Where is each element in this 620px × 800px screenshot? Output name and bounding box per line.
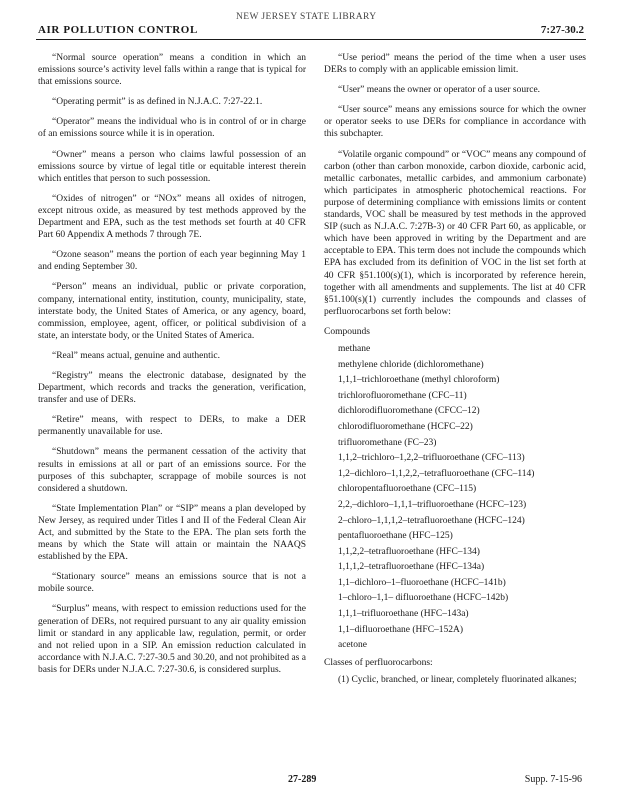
definition-shutdown: “Shutdown” means the permanent cessation of the activity that results in emissions at all or part of an emissions source. For the purposes of this subchapter, scrappage of mobile sources is not considered a shutdown. <box>38 447 306 494</box>
definition-operating-permit: “Operating permit” is as defined in N.J.A.C. 7:27-22.1. <box>52 97 263 108</box>
list-item: methane <box>338 343 371 354</box>
definition-retire: “Retire” means, with respect to DERs, to make a DER permanently unavailable for use. <box>38 415 306 438</box>
list-item: 1,1,1–trifluoroethane (HFC–143a) <box>338 609 469 620</box>
library-stamp: NEW JERSEY STATE LIBRARY <box>236 12 377 22</box>
right-column <box>324 52 586 694</box>
definition-use-period: “Use period” means the period of the time when a user uses DERs to comply with an applicable emission limit. <box>324 53 586 76</box>
list-item: chlorodifluoromethane (HCFC–22) <box>338 421 473 432</box>
list-item: trifluoromethane (FC–23) <box>338 437 437 448</box>
list-item: 1,2–dichloro–1,1,2,2,–tetrafluoroethane (CFC–114) <box>338 468 535 479</box>
definition-person: “Person” means an individual, public or private corporation, company, international entity, institution, county, municipality, state, interstate body, the United States of America, or any agency, board, commission, employee, agent, officer, or political subdivision of a state, an interstate body, or the United States of America. <box>38 282 306 341</box>
definition-user: “User” means the owner or operator of a user source. <box>338 85 541 96</box>
list-item: 1,1,1–trichloroethane (methyl chloroform) <box>338 375 500 386</box>
list-item: 1,1,2–trichloro–1,2,2–trifluoroethane (CFC–113) <box>338 453 525 464</box>
header-rule <box>36 39 586 40</box>
definition-real: “Real” means actual, genuine and authentic. <box>52 350 221 361</box>
left-column <box>38 52 306 684</box>
list-item: chloropentafluoroethane (CFC–115) <box>338 484 477 495</box>
list-item: 2–chloro–1,1,1,2–tetrafluoroethane (HCFC–124) <box>338 515 525 526</box>
list-item: acetone <box>338 640 368 651</box>
list-item: 2,2,–dichloro–1,1,1–trifluoroethane (HCFC–123) <box>338 499 527 510</box>
list-item: methylene chloride (dichloromethane) <box>338 359 484 370</box>
class-item: (1) Cyclic, branched, or linear, completely fluorinated alkanes; <box>338 675 577 686</box>
running-header-title: AIR POLLUTION CONTROL <box>38 24 198 36</box>
definition-surplus: “Surplus” means, with respect to emission reductions used for the generation of DERs, not required pursuant to any air quality emission limit or standard in any applicable law, regulation, permit, or order and not relied upon in a SIP. An emission reduction calculated in accordance with N.J.A.C. 7:27-30.5 and 30.20, and not prohibited as a basis for DERs under N.J.A.C. 7:27-30.6, is considered surplus. <box>38 604 306 675</box>
supplement-date: Supp. 7-15-96 <box>524 774 582 785</box>
definition-ozone-season: “Ozone season” means the portion of each year beginning May 1 and ending September 30. <box>38 250 306 273</box>
definition-stationary-source: “Stationary source” means an emissions source that is not a mobile source. <box>38 572 306 595</box>
definition-state-implementation-plan: “State Implementation Plan” or “SIP” means a plan developed by New Jersey, as required under Titles I and II of the Federal Clean Air Act, and submitted by the State to the EPA. The plan sets forth the means by which the State will attain or maintain the NAAQS established by the EPA. <box>38 503 306 563</box>
definition-volatile-organic-compound: “Volatile organic compound” or “VOC” means any compound of carbon (other than carbon monoxide, carbon dioxide, carbonic acid, metallic carbonates, metallic carbides, and ammonium carbonate) which participates in atmospheric photochemical reactions. For purpose of determining compliance with emissions limits or content standards, VOC shall be measured by test methods in the approved SIP (such as N.J.A.C. 7:27B-3) or 40 CFR Part 60, as applicable, or which have been approved in writing by the Department and are acceptable to EPA. This term does not include the compounds which EPA has excluded from its definition of VOC in the list set forth at 40 CFR §51.100(s)(1), which is incorporated by reference herein, together with all amendments and supplements. The list at 40 CFR §51.100(s)(1) currently includes the compounds and classes of perfluorocarbons set forth below: <box>324 149 586 317</box>
list-item: 1,1–difluoroethane (HFC–152A) <box>338 624 464 635</box>
definition-registry: “Registry” means the electronic database, designated by the Department, which records and tracks the generation, verification, transfer and use of DERs. <box>38 370 306 406</box>
list-item: dichlorodifluoromethane (CFCC–12) <box>338 406 480 417</box>
list-item: 1,1,1,2–tetrafluoroethane (HFC–134a) <box>338 562 485 573</box>
list-item: 1,1,2,2–tetrafluoroethane (HFC–134) <box>338 546 480 557</box>
compounds-heading: Compounds <box>324 326 370 337</box>
definition-owner: “Owner” means a person who claims lawful possession of an emissions source by virtue of legal title or equitable interest therein which entitles that person to such possession. <box>38 149 306 184</box>
list-item: 1,1–dichloro–1–fluoroethane (HCFC–141b) <box>338 577 506 588</box>
running-header-section: 7:27-30.2 <box>540 24 584 36</box>
definition-normal-source-operation: “Normal source operation” means a condition in which an emissions source’s activity level falls within a range that is typical for that emissions source. <box>38 53 306 88</box>
list-item: 1–chloro–1,1– difluoroethane (HCFC–142b) <box>338 593 509 604</box>
definition-operator: “Operator” means the individual who is in control of or in charge of an emissions source while it is in operation. <box>38 117 306 140</box>
classes-heading: Classes of perfluorocarbons: <box>324 658 433 669</box>
definition-user-source: “User source” means any emissions source for which the owner or operator seeks to use DERs for compliance in accordance with this subchapter. <box>324 105 586 140</box>
compounds-list <box>324 343 586 651</box>
definition-oxides-of-nitrogen: “Oxides of nitrogen” or “NOx” means all oxides of nitrogen, except nitrous oxide, as measured by test methods approved by the Department and EPA, such as the test methods set fourth at 40 CFR Part 60 Appendix A methods 7 through 7E. <box>38 193 306 241</box>
list-item: trichlorofluoromethane (CFC–11) <box>338 390 467 401</box>
page-number: 27-289 <box>288 774 317 785</box>
list-item: pentafluoroethane (HFC–125) <box>338 531 453 542</box>
